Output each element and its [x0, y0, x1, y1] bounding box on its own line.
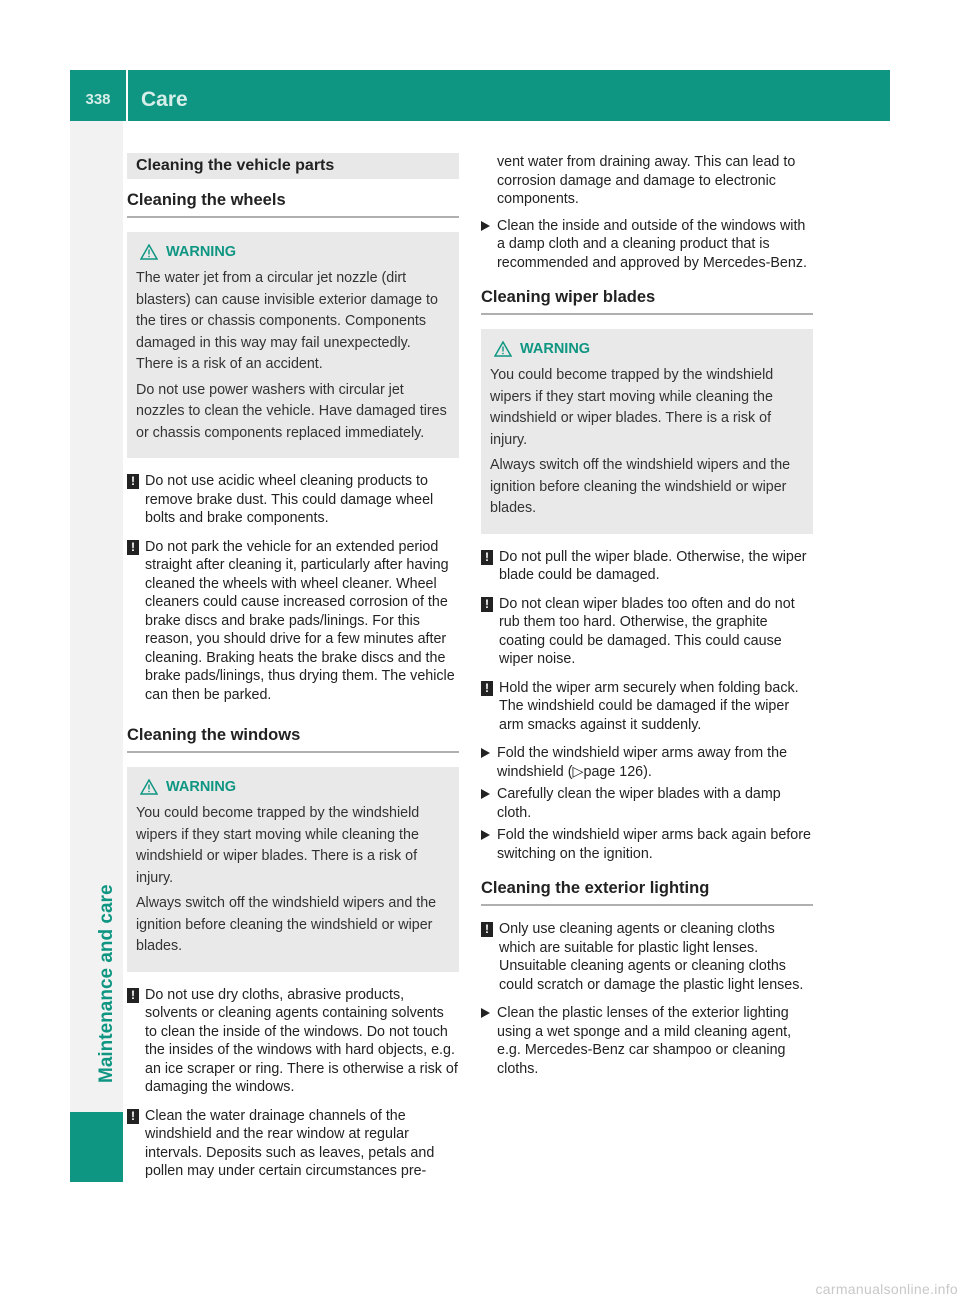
side-tab-label: Maintenance and care	[96, 884, 117, 1083]
warning-title: WARNING	[136, 244, 449, 260]
right-column	[481, 153, 813, 1082]
warning-text: Always switch off the windshield wipers and the ignition before cleaning the windshield or wiper blades.	[490, 457, 791, 516]
step-arrow-icon	[481, 830, 490, 840]
warning-text: The water jet from a circular jet nozzle (dirt blasters) can cause invisible exterior damage to the tires or chassis components. Components damaged in this way may fail unexpectedly. There is a risk of an accident.	[136, 270, 438, 372]
exclamation-icon: !	[481, 922, 493, 937]
step-arrow-icon	[481, 789, 490, 799]
subheading-exterior-lighting: Cleaning the exterior lighting	[481, 879, 813, 906]
warning-triangle-icon	[140, 244, 158, 260]
step-arrow-icon	[481, 1008, 490, 1018]
page-title: Care	[141, 88, 188, 111]
warning-title: WARNING	[136, 779, 449, 795]
instruction-step: Fold the windshield wiper arms back again before switching on the ignition.	[481, 826, 813, 863]
instruction-step: Fold the windshield wiper arms away from the windshield (▷page 126).	[481, 744, 813, 781]
exclamation-icon: !	[127, 988, 139, 1003]
warning-box-wheels	[127, 232, 459, 458]
watermark: carmanualsonline.info	[815, 1281, 958, 1297]
subheading-wheels: Cleaning the wheels	[127, 191, 459, 218]
instruction-step: Carefully clean the wiper blades with a damp cloth.	[481, 785, 813, 822]
caution-note: ! Do not use dry cloths, abrasive products, solvents or cleaning agents containing solvents to clean the inside of the windows. Do not touch the insides of the windows with hard objects, e.g. an ice scraper or ring. There is otherwise a risk of damaging the windows.	[127, 986, 459, 1097]
section-title: Cleaning the vehicle parts	[127, 153, 459, 179]
exclamation-icon: !	[127, 1109, 139, 1124]
warning-title: WARNING	[490, 341, 803, 357]
header-divider	[126, 70, 128, 121]
page-reference-link[interactable]: page 126	[583, 763, 644, 780]
left-column	[127, 153, 459, 1191]
subheading-windows: Cleaning the windows	[127, 726, 459, 753]
header-bar	[70, 70, 890, 121]
exclamation-icon: !	[481, 681, 493, 696]
warning-text: You could become trapped by the windshield wipers if they start moving while cleaning the windshield or wiper blades. There is a risk of injury.	[490, 367, 774, 448]
caution-note: ! Do not clean wiper blades too often and do not rub them too hard. Otherwise, the graphite coating could be damaged. This could cause wiper noise.	[481, 595, 813, 669]
instruction-step: Clean the inside and outside of the windows with a damp cloth and a cleaning product that is recommended and approved by Mercedes-Benz.	[481, 217, 813, 273]
instruction-step: Clean the plastic lenses of the exterior lighting using a wet sponge and a mild cleaning agent, e.g. Mercedes-Benz car shampoo or cleaning cloths.	[481, 1004, 813, 1078]
warning-text: Always switch off the windshield wipers and the ignition before cleaning the windshield or wiper blades.	[136, 895, 437, 954]
caution-note: ! Do not pull the wiper blade. Otherwise, the wiper blade could be damaged.	[481, 548, 813, 585]
step-arrow-icon	[481, 221, 490, 231]
caution-note: ! Hold the wiper arm securely when folding back. The windshield could be damaged if the wiper arm smacks against it suddenly.	[481, 679, 813, 735]
exclamation-icon: !	[127, 474, 139, 489]
caution-note: ! Do not park the vehicle for an extended period straight after cleaning it, particularly after having cleaned the wheels with wheel cleaner. Wheel cleaners could cause increased corrosion of the brake discs and brake pads/linings. For this reason, you should drive for a few minutes after cleaning. Braking heats the brake discs and the brake pads/linings, thus drying them. The vehicle can then be parked.	[127, 538, 459, 705]
exclamation-icon: !	[481, 597, 493, 612]
exclamation-icon: !	[127, 540, 139, 555]
subheading-wiper-blades: Cleaning wiper blades	[481, 288, 813, 315]
warning-box-windows	[127, 767, 459, 972]
page-number: 338	[85, 91, 111, 108]
caution-note: ! Clean the water drainage channels of the windshield and the rear window at regular intervals. Deposits such as leaves, petals and pollen may under certain circumstances pre-	[127, 1107, 459, 1181]
warning-triangle-icon	[494, 341, 512, 357]
caution-note: ! Only use cleaning agents or cleaning cloths which are suitable for plastic light lenses. Unsuitable cleaning agents or cleaning cloths could scratch or damage the plastic light lenses.	[481, 920, 813, 994]
exclamation-icon: !	[481, 550, 493, 565]
warning-text: Do not use power washers with circular jet nozzles to clean the vehicle. Have damaged tires or chassis components replaced immediately.	[136, 381, 447, 441]
warning-box-wipers	[481, 329, 813, 534]
warning-text: You could become trapped by the windshield wipers if they start moving while cleaning the windshield or wiper blades. There is a risk of injury.	[136, 805, 420, 886]
caution-note: ! Do not use acidic wheel cleaning products to remove brake dust. This could damage wheel bolts and brake components.	[127, 472, 459, 528]
side-tab-marker	[70, 1112, 123, 1182]
continued-text: vent water from draining away. This can lead to corrosion damage and damage to electronic components.	[497, 154, 796, 207]
warning-triangle-icon	[140, 779, 158, 795]
page-ref-arrow-icon: ▷	[572, 763, 584, 780]
step-arrow-icon	[481, 748, 490, 758]
